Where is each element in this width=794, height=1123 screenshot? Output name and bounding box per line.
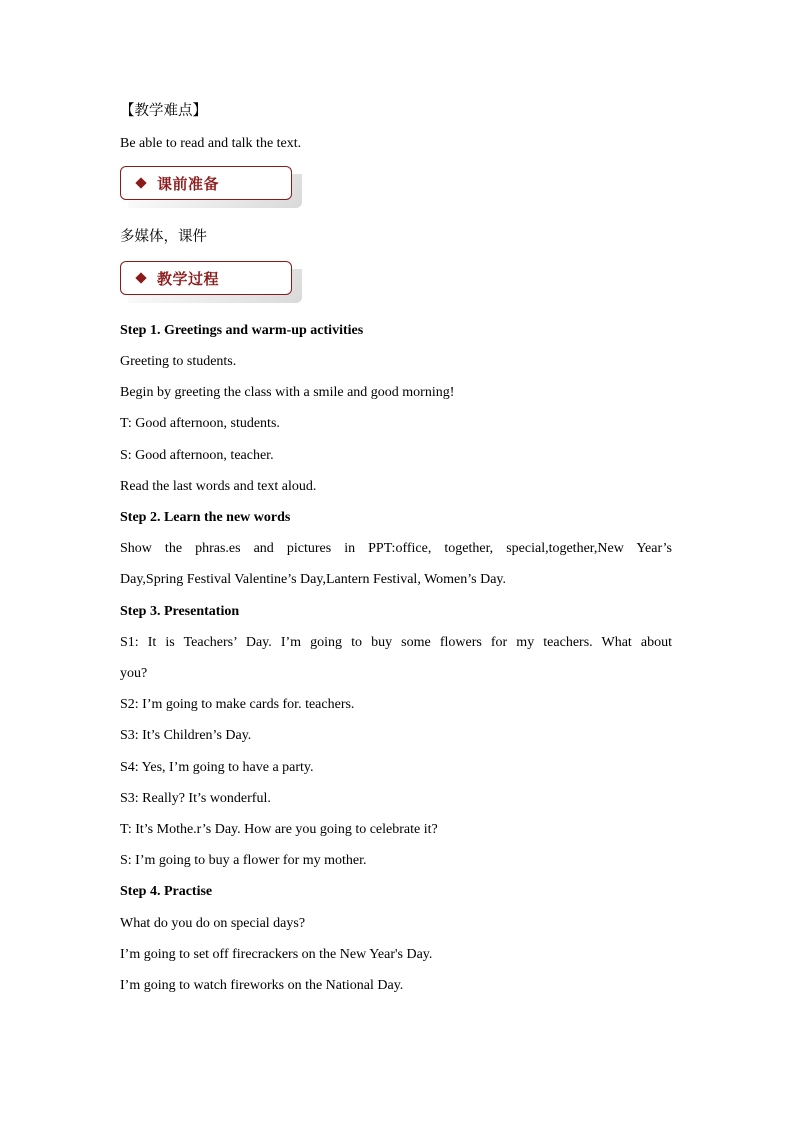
step3-line: S3: Really? It’s wonderful. [120,791,271,806]
prep-banner [120,166,306,208]
step3-line: you? [120,666,148,681]
prep-banner-label: 课前准备 [157,174,220,193]
process-banner [120,261,306,303]
step3-line: S1: It is Teachers’ Day. I’m going to buy some flowers for my teachers. What about [120,635,672,650]
difficulty-text: Be able to read and talk the text. [120,136,302,151]
step1-line: S: Good afternoon, teacher. [120,448,274,463]
step1-line: Greeting to students. [120,354,237,369]
step1-line: Begin by greeting the class with a smile and good morning! [120,385,455,400]
diamond-icon [135,272,146,283]
banner-box [120,166,292,200]
step1-title: Step 1. Greetings and warm-up activities [120,323,364,338]
difficulty-heading: 【教学难点】 [120,103,207,119]
step3-line: T: It’s Mothe.r’s Day. How are you going to celebrate it? [120,822,438,837]
step3-line: S2: I’m going to make cards for. teachers. [120,697,355,712]
prep-text: 多媒体，课件 [120,229,207,245]
step2-line: Show the phras.es and pictures in PPT:office, together, special,together,New Year’s [120,541,672,556]
step3-line: S4: Yes, I’m going to have a party. [120,760,314,775]
step2-line: Day,Spring Festival Valentine’s Day,Lantern Festival, Women’s Day. [120,572,507,587]
step4-title: Step 4. Practise [120,884,213,899]
step4-line: I’m going to watch fireworks on the National Day. [120,978,404,993]
process-banner-label: 教学过程 [157,269,220,288]
step1-line: Read the last words and text aloud. [120,479,317,494]
diamond-icon [135,177,146,188]
banner-box [120,261,292,295]
step3-line: S3: It’s Children’s Day. [120,728,252,743]
step4-line: What do you do on special days? [120,916,306,931]
step3-title: Step 3. Presentation [120,604,240,619]
step4-line: I’m going to set off firecrackers on the New Year's Day. [120,947,433,962]
step3-line: S: I’m going to buy a flower for my mother. [120,853,367,868]
step1-line: T: Good afternoon, students. [120,416,280,431]
step2-title: Step 2. Learn the new words [120,510,291,525]
